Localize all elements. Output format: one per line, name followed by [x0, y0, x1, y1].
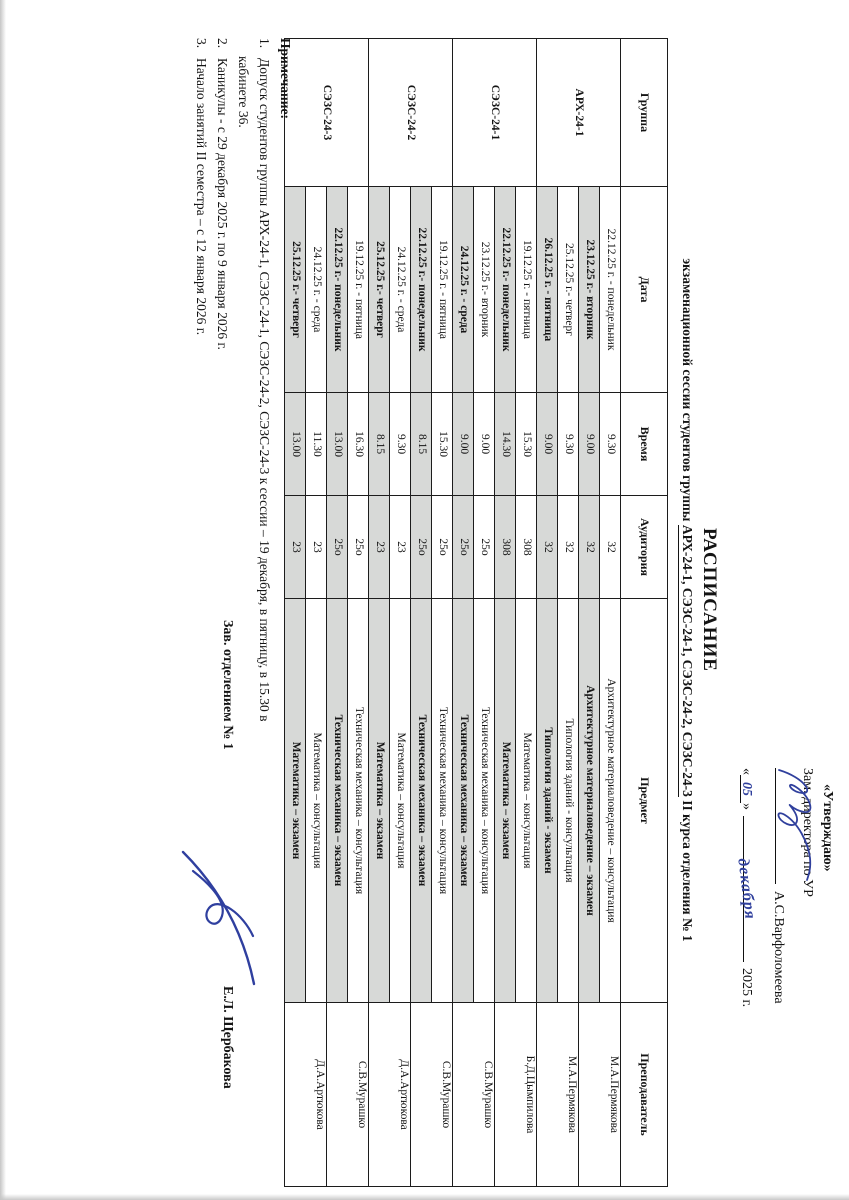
- subject-cell: Техническая механика – экзамен: [453, 599, 474, 1003]
- date-cell: 22.12.25 г.- понедельник: [327, 187, 348, 393]
- approval-signer-name: А.С.Варфоломеева: [771, 891, 787, 1004]
- notes-block: [191, 38, 293, 758]
- date-cell: 23.12.25 г.- вторник: [579, 187, 600, 393]
- date-cell: 22.12.25 г. - понедельник: [600, 187, 621, 393]
- time-cell: 9.00: [579, 393, 600, 496]
- time-cell: 13.00: [285, 393, 306, 496]
- room-cell: 32: [579, 496, 600, 599]
- day-blank: [740, 775, 756, 803]
- quote-open: «: [739, 768, 755, 775]
- room-cell: 25о: [348, 496, 369, 599]
- subject-cell: Техническая механика – консультация: [474, 599, 495, 1003]
- room-cell: 32: [537, 496, 558, 599]
- subject-cell: Типология зданий - экзамен: [537, 599, 558, 1003]
- approval-signature-icon: [769, 762, 821, 912]
- subject-cell: Техническая механика – экзамен: [327, 599, 348, 1003]
- note-item: 3.Начало занятий II семестра – с 12 января 2026 г.: [194, 38, 209, 336]
- table-row: [516, 39, 537, 1187]
- table-row: [390, 39, 411, 1187]
- time-cell: 15.30: [432, 393, 453, 496]
- table-row: [600, 39, 621, 1187]
- table-row: [348, 39, 369, 1187]
- quote-close: »: [739, 803, 755, 810]
- subject-cell: Математика – консультация: [306, 599, 327, 1003]
- room-cell: 23: [285, 496, 306, 599]
- handwritten-month: декабря: [734, 857, 759, 921]
- page-subtitle: [679, 0, 695, 1200]
- time-cell: 9.30: [600, 393, 621, 496]
- footer-signer-name: Е.Л. Щербакова: [220, 986, 235, 1089]
- room-cell: 25о: [327, 496, 348, 599]
- room-cell: 308: [516, 496, 537, 599]
- subject-cell: Математика – консультация: [516, 599, 537, 1003]
- subject-cell: Архитектурное материаловедение – консультация: [600, 599, 621, 1003]
- subject-cell: Техническая механика – экзамен: [411, 599, 432, 1003]
- date-cell: 24.12.25 г. - среда: [390, 187, 411, 393]
- time-cell: 9.00: [453, 393, 474, 496]
- approval-signature-line: [768, 768, 791, 1178]
- group-cell: СЭЗС-24-2: [369, 39, 453, 187]
- notes-heading: Примечание:: [278, 38, 293, 120]
- subtitle-suffix: II курса отделения № 1: [680, 796, 695, 942]
- room-cell: 23: [369, 496, 390, 599]
- subject-cell: Математика – экзамен: [369, 599, 390, 1003]
- time-cell: 9.30: [390, 393, 411, 496]
- date-cell: 24.12.25 г. - среда: [306, 187, 327, 393]
- date-cell: 26.12.25 г. - пятница: [537, 187, 558, 393]
- month-blank: [734, 816, 759, 962]
- date-cell: 22.12.25 г.- понедельник: [495, 187, 516, 393]
- room-cell: 32: [558, 496, 579, 599]
- date-cell: 19.12.25 г. - пятница: [516, 187, 537, 393]
- column-header: Время: [621, 393, 668, 496]
- time-cell: 15.30: [516, 393, 537, 496]
- column-header: Группа: [621, 39, 668, 187]
- time-cell: 9.30: [558, 393, 579, 496]
- date-cell: 25.12.25 г.- четверг: [285, 187, 306, 393]
- date-cell: 24.12.25 г. - среда: [453, 187, 474, 393]
- subject-cell: Техническая механика – консультация: [348, 599, 369, 1003]
- room-cell: 25о: [432, 496, 453, 599]
- table-row: [306, 39, 327, 1187]
- subject-cell: Типология зданий - консультация: [558, 599, 579, 1003]
- column-header: Дата: [621, 187, 668, 393]
- table-row: [474, 39, 495, 1187]
- footer-position-label: Зав. отделением № 1: [220, 620, 235, 750]
- time-cell: 8.15: [369, 393, 390, 496]
- group-cell: СЭЗС-24-3: [285, 39, 369, 187]
- approval-title: «Утверждаю»: [820, 784, 835, 872]
- subject-cell: Архитектурное материаловедение – экзамен: [579, 599, 600, 1003]
- teacher-cell: Б.Д.Цымпилова: [495, 1003, 537, 1187]
- column-header: Преподаватель: [621, 1003, 668, 1187]
- room-cell: 25о: [453, 496, 474, 599]
- group-cell: СЭЗС-24-1: [453, 39, 537, 187]
- approval-position: Зам. директора по УР: [799, 768, 815, 897]
- time-cell: 8.15: [411, 393, 432, 496]
- teacher-cell: С.В.Мурашко: [327, 1003, 369, 1187]
- time-cell: 11.30: [306, 393, 327, 496]
- note-item: 1.Допуск студентов группы АРХ-24-1, СЭЗС-24-1, СЭЗС-24-2, СЭЗС-24-3 к сессии – 19 декабря, в пятницу, в 15.30 в кабинете 36.: [236, 38, 272, 722]
- time-cell: 13.00: [327, 393, 348, 496]
- room-cell: 32: [600, 496, 621, 599]
- room-cell: 308: [495, 496, 516, 599]
- time-cell: 14.30: [495, 393, 516, 496]
- footer-signature-icon: [171, 838, 263, 998]
- column-header: Предмет: [621, 599, 668, 1003]
- teacher-cell: С.В.Мурашко: [453, 1003, 495, 1187]
- approval-block: [736, 768, 837, 1178]
- scan-edge-right: [0, 1194, 849, 1200]
- teacher-cell: Д.А.Артюкова: [285, 1003, 327, 1187]
- teacher-cell: М.А.Пермякова: [537, 1003, 579, 1187]
- time-cell: 16.30: [348, 393, 369, 496]
- subject-cell: Техническая механика – консультация: [432, 599, 453, 1003]
- date-cell: 25.12.25 г.- четверг: [369, 187, 390, 393]
- exam-schedule-table: [284, 38, 668, 1187]
- page-title: РАСПИСАНИЕ: [699, 528, 720, 672]
- time-cell: 9.00: [537, 393, 558, 496]
- date-cell: 25.12.25 г.- четверг: [558, 187, 579, 393]
- date-cell: 23.12.25 г.- вторник: [474, 187, 495, 393]
- schedule-table-body: [285, 39, 621, 1187]
- group-cell: АРХ-24-1: [537, 39, 621, 187]
- subject-cell: Математика – консультация: [390, 599, 411, 1003]
- column-header: Аудитория: [621, 496, 668, 599]
- approval-year: 2025 г.: [739, 968, 755, 1008]
- subject-cell: Математика – экзамен: [285, 599, 306, 1003]
- note-item: 2.Каникулы - с 29 декабря 2025 г. по 9 января 2026 г.: [215, 38, 230, 350]
- approval-date-line: [736, 768, 759, 1178]
- table-row: [558, 39, 579, 1187]
- teacher-cell: М.А.Пермякова: [579, 1003, 621, 1187]
- time-cell: 9.00: [474, 393, 495, 496]
- date-cell: 22.12.25 г.- понедельник: [411, 187, 432, 393]
- room-cell: 25о: [411, 496, 432, 599]
- table-row: [432, 39, 453, 1187]
- teacher-cell: Д.А.Артюкова: [369, 1003, 411, 1187]
- room-cell: 25о: [474, 496, 495, 599]
- subject-cell: Математика – экзамен: [495, 599, 516, 1003]
- date-cell: 19.12.25 г. - пятница: [432, 187, 453, 393]
- room-cell: 23: [306, 496, 327, 599]
- handwritten-day: 05: [739, 782, 755, 796]
- subtitle-groups: АРХ-24-1, СЭЗС-24-1, СЭЗС-24-2, СЭЗС-24-3: [680, 524, 695, 797]
- teacher-cell: С.В.Мурашко: [411, 1003, 453, 1187]
- scan-edge-bottom: [0, 0, 6, 1200]
- header-row: [621, 39, 668, 1187]
- room-cell: 23: [390, 496, 411, 599]
- subtitle-prefix: экзаменационной сессии студентов группы: [680, 258, 695, 525]
- date-cell: 19.12.25 г. - пятница: [348, 187, 369, 393]
